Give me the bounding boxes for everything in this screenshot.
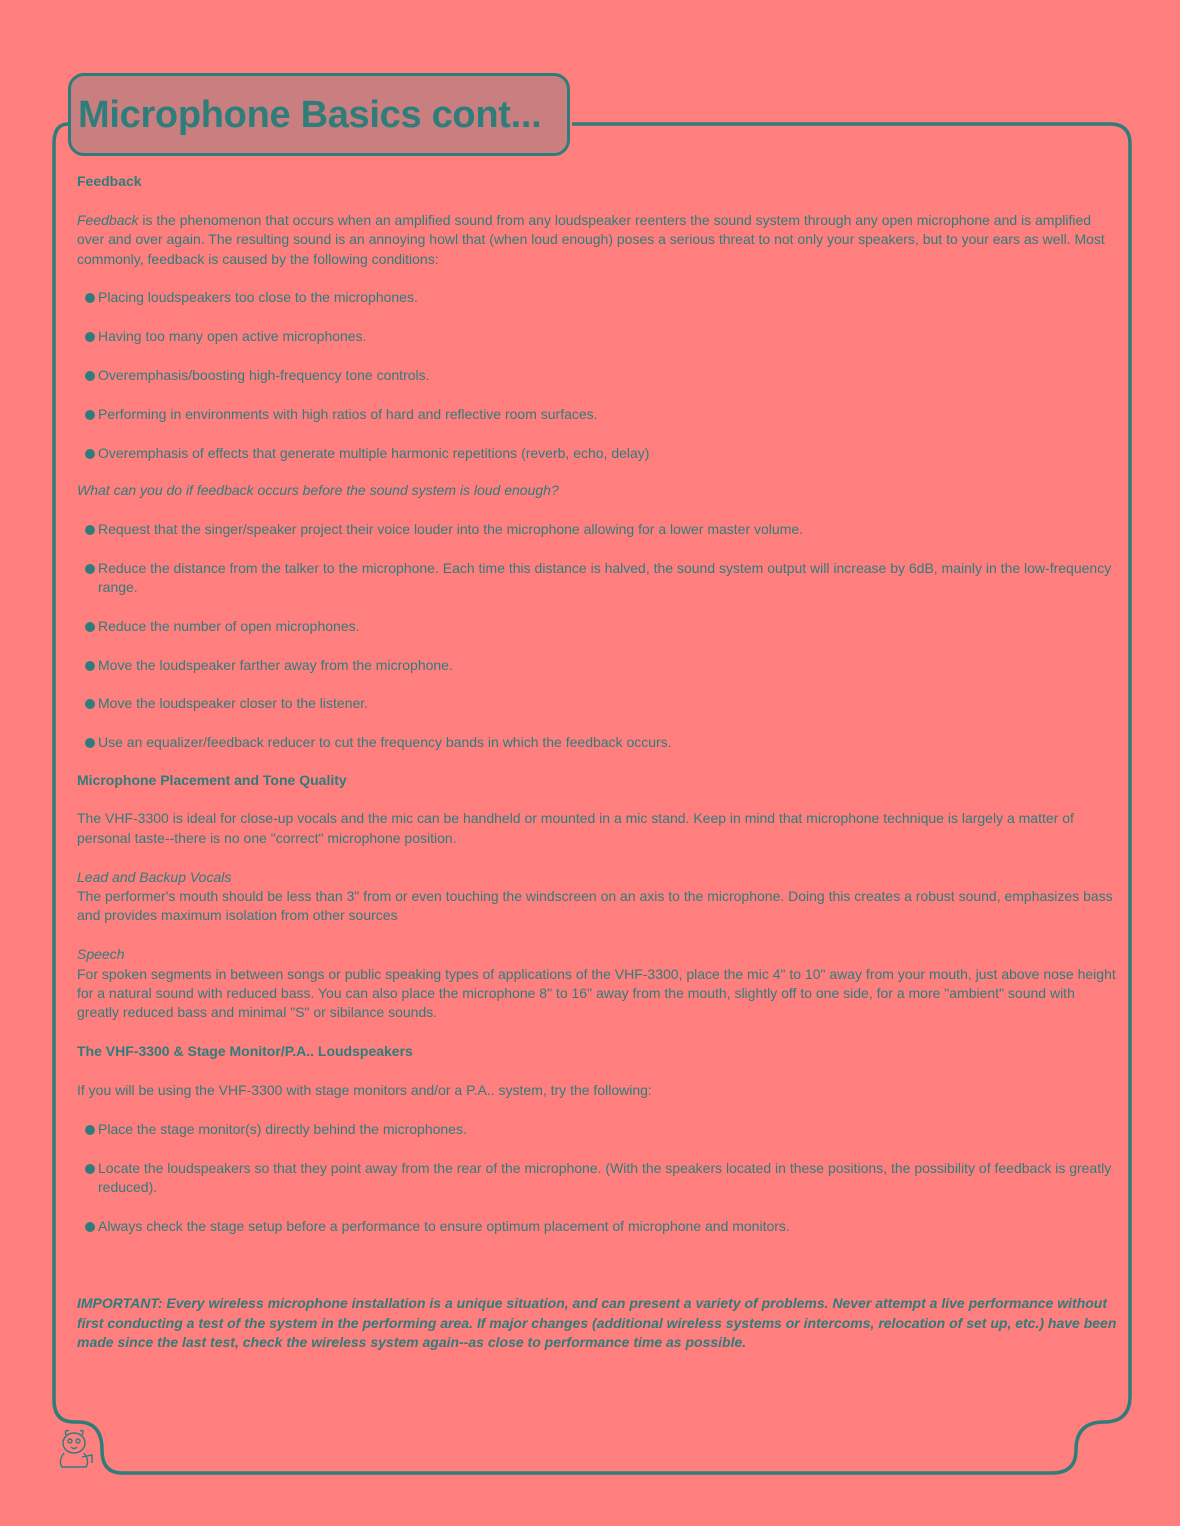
list-item: Request that the singer/speaker project their voice louder into the microphone allowing for a lower master volume. xyxy=(77,520,1117,539)
monitor-heading: The VHF-3300 & Stage Monitor/P.A.. Loudspeakers xyxy=(77,1043,413,1060)
list-item: Overemphasis/boosting high-frequency tone controls. xyxy=(77,366,1117,385)
speech-heading: Speech xyxy=(77,946,125,963)
feedback-heading: Feedback xyxy=(77,173,142,189)
feedback-remedies-list xyxy=(77,520,1117,753)
page-title: Microphone Basics cont... xyxy=(78,94,542,136)
feedback-term: Feedback xyxy=(77,211,139,228)
speech-text: For spoken segments in between songs or public speaking types of applications of the VHF-3300, place the mic 4" to 10" away from your mouth, just above nose height for a natural sound with reduced bass. You can also place the microphone 8" to 16" away from the mouth, slightly off to one side, for a more "ambient" sound with greatly reduced bass and minimal "S" or sibilance sounds. xyxy=(77,965,1116,1021)
feedback-intro-text: is the phenomenon that occurs when an amplified sound from any loudspeaker reenters the sound system through any open microphone and is amplified over and over again. The resulting sound is an annoying howl that (when loud enough) poses a serious threat to not only your speakers, but to your ears as well. Most commonly, feedback is caused by the following conditions: xyxy=(77,211,1105,267)
document-body xyxy=(77,172,1117,1352)
list-item: Locate the loudspeakers so that they point away from the rear of the microphone. (With the speakers located in these positions, the possibility of feedback is greatly reduced). xyxy=(77,1159,1117,1198)
mascot-logo-icon xyxy=(52,1425,98,1469)
list-item: Reduce the distance from the talker to the microphone. Each time this distance is halved, the sound system output will increase by 6dB, mainly in the low-frequency range. xyxy=(77,559,1117,598)
lead-vocals-text: The performer's mouth should be less than 3" from or even touching the windscreen on an axis to the microphone. Doing this creates a robust sound, emphasizes bass and provides maximum isolation from other sources xyxy=(77,888,1113,924)
placement-heading: Microphone Placement and Tone Quality xyxy=(77,771,347,788)
feedback-question: What can you do if feedback occurs before the sound system is loud enough? xyxy=(77,482,559,498)
monitor-intro: If you will be using the VHF-3300 with stage monitors and/or a P.A.. system, try the following: xyxy=(77,1082,652,1099)
lead-vocals-heading: Lead and Backup Vocals xyxy=(77,868,232,885)
important-note: IMPORTANT: Every wireless microphone installation is a unique situation, and can present a variety of problems. Never attempt a live performance without first conducting a test of the system in the performing area. If major changes (additional wireless systems or intercoms, relocation of set up, etc.) have been made since the last test, check the wireless system again--as close to performance time as possible. xyxy=(77,1295,1117,1351)
list-item: Move the loudspeaker farther away from the microphone. xyxy=(77,656,1117,675)
list-item: Reduce the number of open microphones. xyxy=(77,617,1117,636)
list-item: Overemphasis of effects that generate multiple harmonic repetitions (reverb, echo, delay) xyxy=(77,444,1117,463)
list-item: Move the loudspeaker closer to the listener. xyxy=(77,694,1117,713)
list-item: Placing loudspeakers too close to the microphones. xyxy=(77,288,1117,307)
list-item: Performing in environments with high ratios of hard and reflective room surfaces. xyxy=(77,405,1117,424)
list-item: Always check the stage setup before a performance to ensure optimum placement of microphone and monitors. xyxy=(77,1217,1117,1236)
monitor-tips-list xyxy=(77,1120,1117,1236)
list-item: Place the stage monitor(s) directly behind the microphones. xyxy=(77,1120,1117,1139)
placement-intro: The VHF-3300 is ideal for close-up vocals and the mic can be handheld or mounted in a mic stand. Keep in mind that microphone technique is largely a matter of personal taste--there is no one "correct" microphone position. xyxy=(77,810,1074,846)
list-item: Having too many open active microphones. xyxy=(77,327,1117,346)
feedback-intro xyxy=(77,211,1117,269)
list-item: Use an equalizer/feedback reducer to cut the frequency bands in which the feedback occurs. xyxy=(77,733,1117,752)
feedback-causes-list xyxy=(77,288,1117,463)
